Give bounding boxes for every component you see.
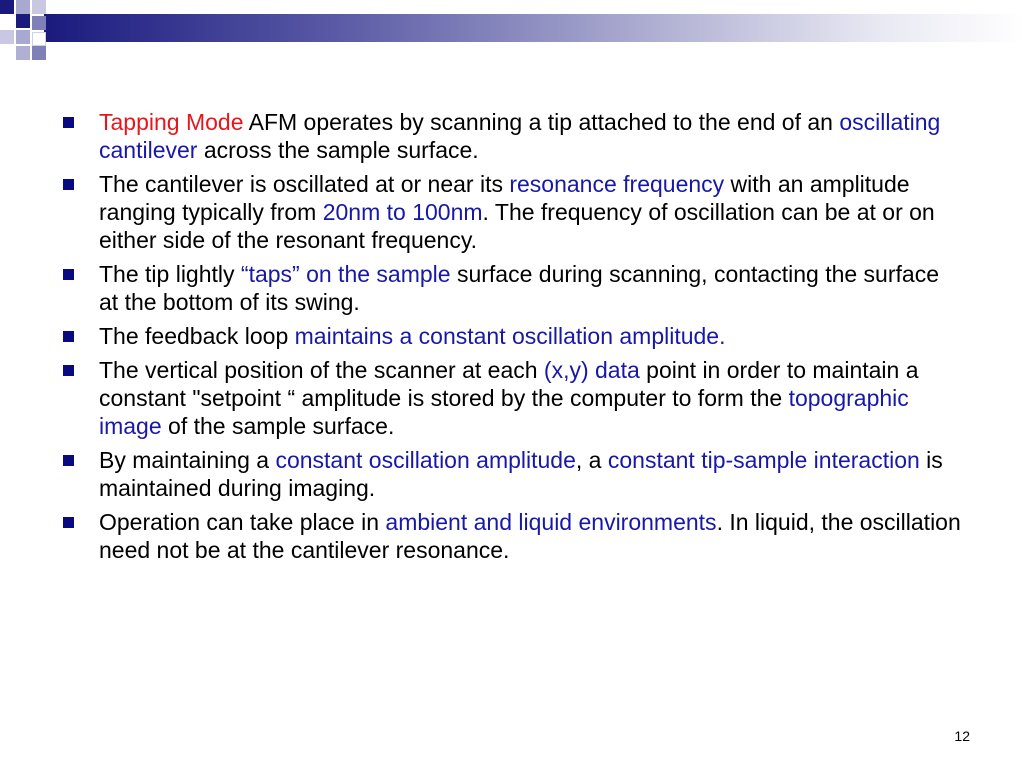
segment: , a	[575, 447, 608, 473]
segment: surface during scanning, contacting the surface at the bottom of its swing.	[99, 261, 939, 315]
segment: The tip lightly	[99, 261, 241, 287]
segment: constant oscillation amplitude	[275, 447, 576, 473]
segment: ambient and liquid environments	[385, 509, 717, 535]
square-bullet-icon	[63, 117, 74, 128]
bullet-item	[62, 170, 962, 254]
segment: point in order to maintain a constant "setpoint “ amplitude is stored by the computer to form the	[99, 357, 919, 411]
bullet-item	[62, 322, 962, 350]
bullet-item	[62, 260, 962, 316]
square-bullet-icon	[63, 179, 74, 190]
slide-number: 12	[954, 728, 970, 744]
segment: with an amplitude ranging typically from	[99, 171, 910, 225]
square-bullet-icon	[63, 455, 74, 466]
square-bullet-icon	[63, 331, 74, 342]
bullet-item	[62, 356, 962, 440]
segment: By maintaining a	[99, 447, 276, 473]
bullet-list	[62, 108, 962, 570]
segment: maintains a constant oscillation amplitude.	[294, 323, 726, 349]
deco-square	[0, 30, 14, 44]
deco-square	[16, 0, 30, 14]
deco-square	[0, 0, 14, 14]
segment: topographic image	[99, 385, 909, 439]
segment: constant tip-sample interaction	[607, 447, 920, 473]
segment: . In liquid, the oscillation need not be at the cantilever resonance.	[99, 509, 961, 563]
segment: . The frequency of oscillation can be at or on either side of the resonant frequency.	[99, 199, 935, 253]
deco-square	[16, 46, 30, 60]
deco-square	[16, 14, 30, 28]
square-bullet-icon	[63, 517, 74, 528]
header-gradient-bar	[44, 14, 1024, 42]
bullet-item	[62, 508, 962, 564]
deco-square	[32, 32, 46, 46]
segment: of the sample surface.	[161, 413, 395, 439]
segment: 20nm to 100nm	[322, 199, 483, 225]
bullet-item	[62, 108, 962, 164]
deco-square	[32, 0, 46, 14]
square-bullet-icon	[63, 365, 74, 376]
segment: across the sample surface.	[197, 137, 479, 163]
segment: The cantilever is oscillated at or near its	[99, 171, 510, 197]
segment: The feedback loop	[99, 323, 295, 349]
segment: “taps” on the sample	[240, 261, 451, 287]
segment: AFM operates by scanning a tip attached to the end of an	[243, 109, 840, 135]
deco-square	[16, 30, 30, 44]
segment: resonance frequency	[509, 171, 725, 197]
segment: Tapping Mode	[99, 109, 244, 135]
segment: The vertical position of the scanner at each	[99, 357, 544, 383]
header-decoration	[0, 0, 1024, 70]
deco-square	[32, 16, 46, 30]
deco-square	[32, 46, 46, 60]
segment: (x,y) data	[543, 357, 640, 383]
segment: is maintained during imaging.	[99, 447, 943, 501]
square-bullet-icon	[63, 269, 74, 280]
segment: Operation can take place in	[99, 509, 386, 535]
segment: oscillating cantilever	[99, 109, 941, 163]
bullet-item	[62, 446, 962, 502]
